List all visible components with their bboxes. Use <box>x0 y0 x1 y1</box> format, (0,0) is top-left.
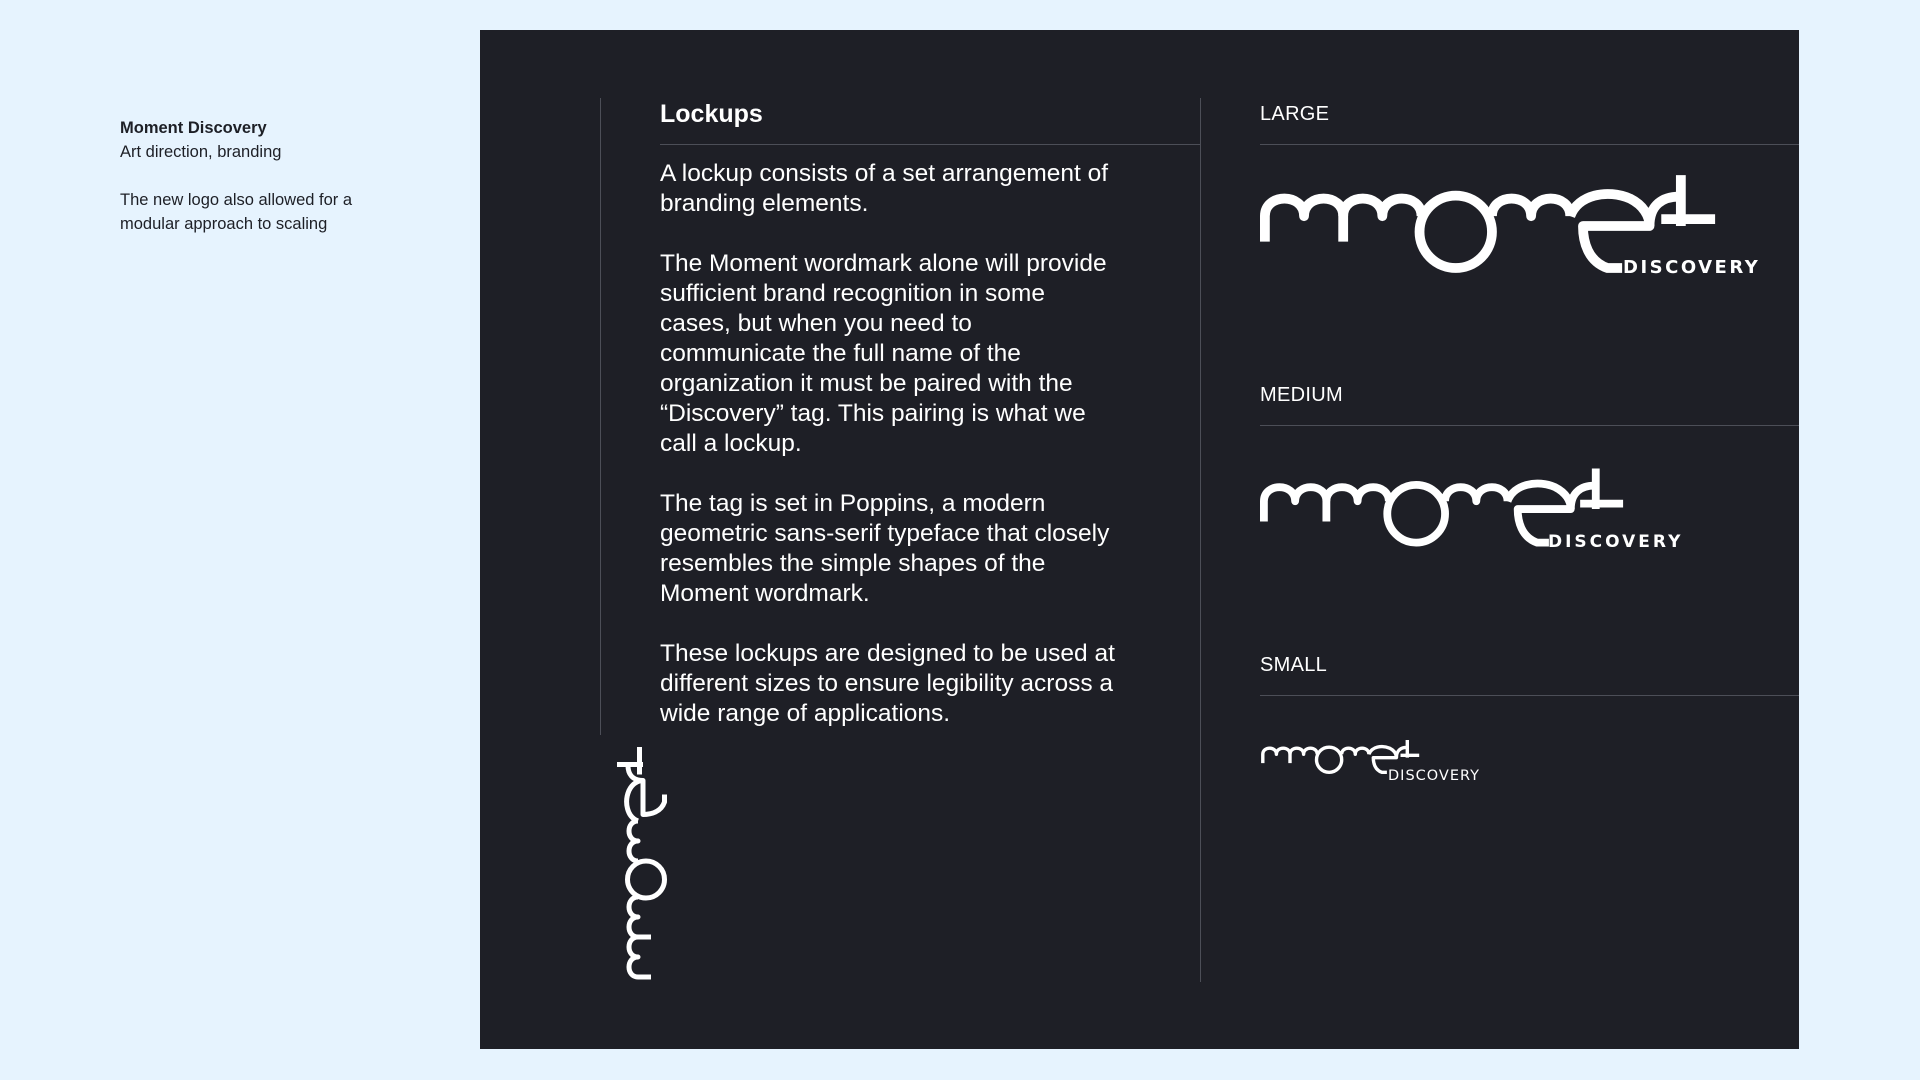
large-lockup-logo <box>1260 145 1799 375</box>
paragraph: The Moment wordmark alone will provide sufficient brand recognition in some cases, but when you need to communicate the full name of the organization it must be paired with the “Discovery” tag. This pairing is what we call a lockup. <box>660 250 1107 457</box>
medium-lockup-logo <box>1260 426 1799 645</box>
tag-small: DISCOVERY <box>1388 768 1481 784</box>
lockup-medium <box>1260 375 1799 645</box>
vertical-wordmark-logo <box>567 744 625 980</box>
tag-medium: DISCOVERY <box>1548 532 1684 552</box>
project-subtitle: Art direction, branding <box>120 143 282 161</box>
paragraph: These lockups are designed to be used at different sizes to ensure legibility across a wide range of applications. <box>660 640 1115 727</box>
lockup-large <box>1260 94 1799 375</box>
size-label-large: LARGE <box>1260 103 1330 125</box>
lockup-small <box>1260 645 1799 816</box>
heading-rule <box>660 144 1200 145</box>
divider-left <box>600 98 601 735</box>
project-description: The new logo also allowed for a modular approach to scaling <box>120 191 353 233</box>
project-title: Moment Discovery <box>120 119 267 137</box>
paragraph: The tag is set in Poppins, a modern geometric sans-serif typeface that closely resembles the simple shapes of the Moment wordmark. <box>660 490 1110 607</box>
size-label-small: SMALL <box>1260 654 1328 676</box>
paragraph: A lockup consists of a set arrangement of branding elements. <box>660 160 1109 217</box>
small-lockup-logo <box>1260 696 1799 816</box>
lockups-heading: Lockups <box>660 100 763 128</box>
lockups-panel <box>480 30 1799 1049</box>
sidebar-note <box>120 116 360 236</box>
divider-middle <box>1200 98 1201 982</box>
size-label-medium: MEDIUM <box>1260 384 1343 406</box>
lockups-description <box>660 94 1200 759</box>
lockups-body <box>660 159 1120 729</box>
lockup-sizes <box>1260 94 1799 816</box>
tag-large: DISCOVERY <box>1623 257 1761 278</box>
